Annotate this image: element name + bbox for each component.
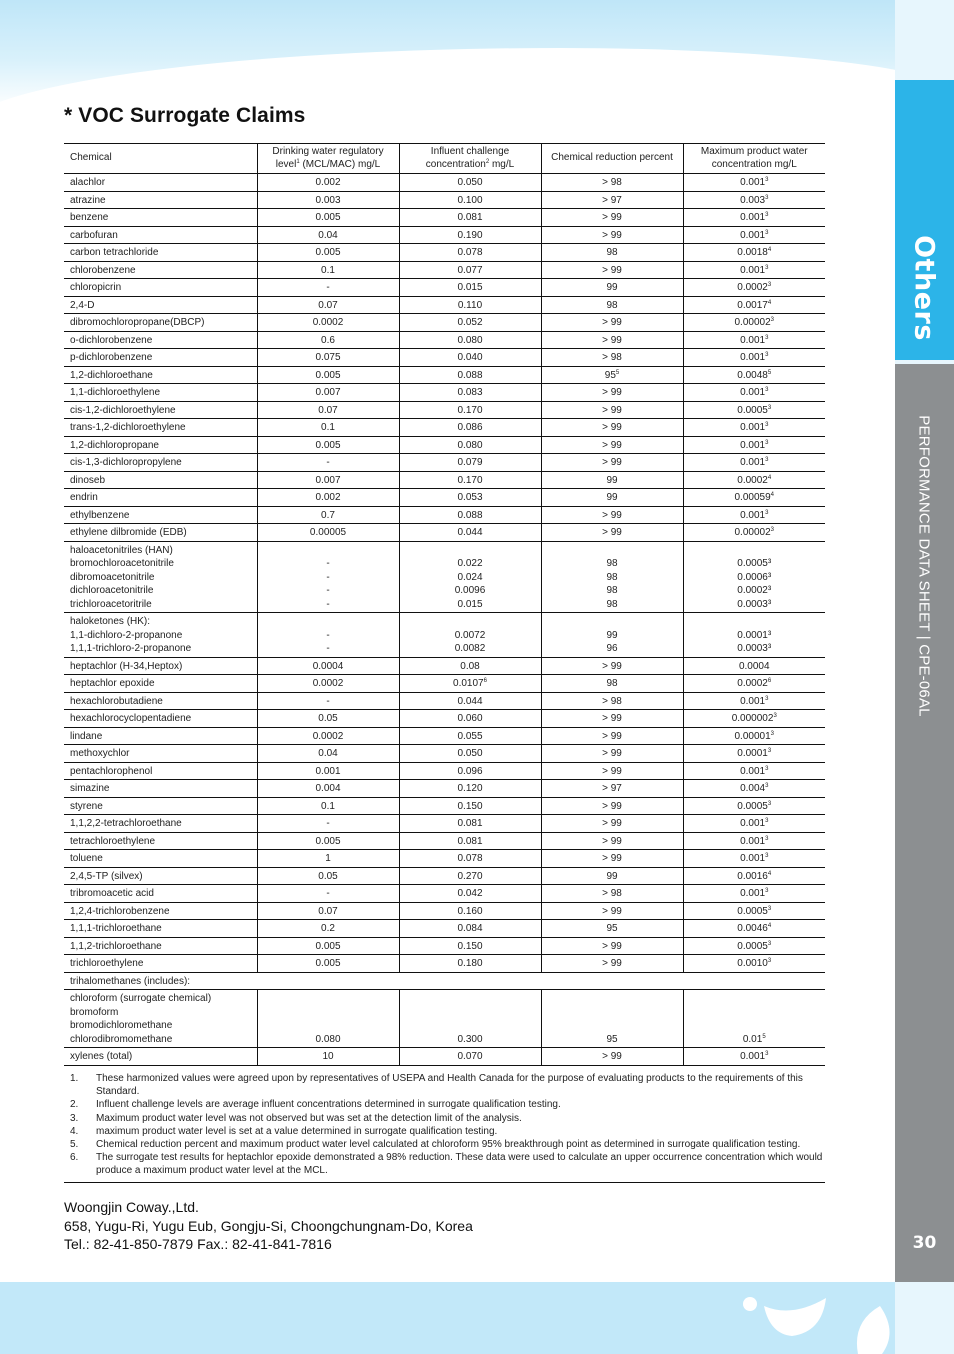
footnote	[64, 1098, 825, 1111]
cell-influent: 0.083	[399, 384, 541, 402]
cell-influent: 0.300	[399, 990, 541, 1048]
cell-reduction: > 99	[541, 226, 683, 244]
footnote-number: 4.	[70, 1125, 79, 1137]
cell-influent: 0.081	[399, 209, 541, 227]
table-row	[64, 972, 825, 990]
cell-max-product: 0.00002$^3$	[683, 524, 825, 542]
cell-influent: 0.044	[399, 692, 541, 710]
cell-max-product: 0.001$^3$	[683, 419, 825, 437]
table-row	[64, 937, 825, 955]
cell-influent: 0.050	[399, 174, 541, 192]
cell-max-product: 0.0005$^3$	[683, 902, 825, 920]
cell-influent: 0.080	[399, 331, 541, 349]
cell-max-product: 0.0048$^5$	[683, 366, 825, 384]
cell-max-product: 0.001$^3$	[683, 885, 825, 903]
footnote-number: 1.	[70, 1073, 79, 1084]
cell-chemical: dinoseb	[64, 471, 257, 489]
table-row	[64, 226, 825, 244]
cell-chemical: carbon tetrachloride	[64, 244, 257, 262]
header-influent-challenge: Influent challenge concentration$^2$ mg/L	[399, 144, 541, 174]
cell-reduction: 99 96	[541, 613, 683, 658]
cell-influent: 0.077	[399, 261, 541, 279]
cell-max-product: 0.001$^3$	[683, 174, 825, 192]
cell-max-product: 0.0046$^4$	[683, 920, 825, 938]
table-row	[64, 675, 825, 693]
voc-table	[64, 143, 825, 1066]
cell-regulatory-level: 0.005	[257, 209, 399, 227]
cell-chemical: trihalomethanes (includes):	[64, 972, 825, 990]
cell-influent: 0.088	[399, 366, 541, 384]
cell-chemical: lindane	[64, 727, 257, 745]
cell-reduction: > 99	[541, 1048, 683, 1066]
company-name: Woongjin Coway.,Ltd.	[64, 1199, 199, 1215]
cell-reduction: 95	[541, 990, 683, 1048]
cell-max-product: 0.001$^3$	[683, 815, 825, 833]
cell-reduction: > 99	[541, 657, 683, 675]
table-row	[64, 780, 825, 798]
table-row	[64, 209, 825, 227]
cell-chemical: ethylene dilbromide (EDB)	[64, 524, 257, 542]
cell-reduction: > 99	[541, 745, 683, 763]
header-reduction-percent: Chemical reduction percent	[541, 144, 683, 174]
footnote	[64, 1151, 825, 1177]
cell-regulatory-level: -	[257, 815, 399, 833]
cell-regulatory-level: 0.080	[257, 990, 399, 1048]
cell-chemical: alachlor	[64, 174, 257, 192]
cell-influent: 0.088	[399, 506, 541, 524]
cell-regulatory-level: 0.07	[257, 401, 399, 419]
table-row	[64, 797, 825, 815]
cell-reduction: > 99	[541, 762, 683, 780]
table-row	[64, 279, 825, 297]
cell-reduction: > 99	[541, 436, 683, 454]
cell-reduction: > 99	[541, 710, 683, 728]
cell-regulatory-level: 0.007	[257, 471, 399, 489]
table-row	[64, 832, 825, 850]
cell-influent: 0.081	[399, 832, 541, 850]
cell-regulatory-level: 0.002	[257, 489, 399, 507]
cell-regulatory-level: 0.6	[257, 331, 399, 349]
header-regulatory-level: Drinking water regulatory level$^1$ (MCL/MAC) mg/L	[257, 144, 399, 174]
cell-influent: 0.050	[399, 745, 541, 763]
cell-reduction: > 98	[541, 174, 683, 192]
cell-chemical: chloropicrin	[64, 279, 257, 297]
cell-chemical: xylenes (total)	[64, 1048, 257, 1066]
table-row	[64, 541, 825, 613]
cell-influent: 0.022 0.024 0.0096 0.015	[399, 541, 541, 613]
cell-max-product: 0.003$^3$	[683, 191, 825, 209]
cell-influent: 0.044	[399, 524, 541, 542]
footnote-number: 5.	[70, 1139, 79, 1151]
cell-max-product: 0.00001$^3$	[683, 727, 825, 745]
footnote-text: Chemical reduction percent and maximum product water level calculated at chloroform 95% breakthrough point as determined in surrogate qualification testing.	[96, 1139, 801, 1151]
cell-max-product: 0.0001³ 0.0003³	[683, 613, 825, 658]
cell-reduction: > 99	[541, 850, 683, 868]
cell-influent: 0.120	[399, 780, 541, 798]
footnote	[64, 1138, 825, 1151]
cell-chemical: endrin	[64, 489, 257, 507]
table-row	[64, 436, 825, 454]
side-doc-title: PERFORMANCE DATA SHEET | CPE-06AL	[915, 415, 933, 717]
table-row	[64, 710, 825, 728]
cell-max-product: 0.001$^3$	[683, 384, 825, 402]
table-row	[64, 745, 825, 763]
cell-regulatory-level: 0.005	[257, 436, 399, 454]
cell-regulatory-level: -	[257, 454, 399, 472]
cell-reduction: > 97	[541, 191, 683, 209]
cell-reduction: > 98	[541, 349, 683, 367]
cell-influent: 0.053	[399, 489, 541, 507]
cell-regulatory-level: 0.0004	[257, 657, 399, 675]
cell-max-product: 0.004$^3$	[683, 780, 825, 798]
cell-chemical: tetrachloroethylene	[64, 832, 257, 850]
cell-reduction: > 99	[541, 454, 683, 472]
cell-influent: 0.08	[399, 657, 541, 675]
footnotes	[64, 1072, 825, 1183]
cell-max-product: 0.001$^3$	[683, 850, 825, 868]
cell-max-product: 0.0018$^4$	[683, 244, 825, 262]
cell-regulatory-level: 0.005	[257, 832, 399, 850]
table-row	[64, 867, 825, 885]
cell-influent: 0.110	[399, 296, 541, 314]
table-row	[64, 1048, 825, 1066]
table-row	[64, 401, 825, 419]
cell-chemical: chlorobenzene	[64, 261, 257, 279]
cell-regulatory-level: 0.005	[257, 244, 399, 262]
cell-chemical: heptachlor epoxide	[64, 675, 257, 693]
table-row	[64, 419, 825, 437]
cell-chemical: pentachlorophenol	[64, 762, 257, 780]
cell-regulatory-level: 0.003	[257, 191, 399, 209]
cell-chemical: 1,1,2,2-tetrachloroethane	[64, 815, 257, 833]
cell-regulatory-level: 0.07	[257, 902, 399, 920]
cell-influent: 0.070	[399, 1048, 541, 1066]
cell-chemical: toluene	[64, 850, 257, 868]
footnote-number: 6.	[70, 1152, 79, 1164]
cell-chemical: 1,2-dichloroethane	[64, 366, 257, 384]
table-row	[64, 613, 825, 658]
table-row	[64, 990, 825, 1048]
cell-chemical: heptachlor (H-34,Heptox)	[64, 657, 257, 675]
cell-regulatory-level: 0.1	[257, 419, 399, 437]
cell-regulatory-level: 0.2	[257, 920, 399, 938]
cell-influent: 0.015	[399, 279, 541, 297]
cell-influent: 0.190	[399, 226, 541, 244]
cell-chemical: carbofuran	[64, 226, 257, 244]
cell-chemical: o-dichlorobenzene	[64, 331, 257, 349]
cell-influent: 0.170	[399, 471, 541, 489]
cell-max-product: 0.001$^3$	[683, 762, 825, 780]
cell-chemical: hexachlorocyclopentadiene	[64, 710, 257, 728]
cell-max-product: 0.001$^3$	[683, 261, 825, 279]
table-row	[64, 920, 825, 938]
cell-max-product: 0.0002$^4$	[683, 471, 825, 489]
cell-influent: 0.086	[399, 419, 541, 437]
table-row	[64, 261, 825, 279]
cell-max-product: 0.001$^3$	[683, 1048, 825, 1066]
cell-regulatory-level: 0.04	[257, 745, 399, 763]
cell-regulatory-level: 0.002	[257, 174, 399, 192]
cell-regulatory-level: 0.0002	[257, 314, 399, 332]
cell-reduction: > 99	[541, 955, 683, 973]
header-max-product-water: Maximum product water concentration mg/L	[683, 144, 825, 174]
cell-max-product: 0.000002$^3$	[683, 710, 825, 728]
cell-max-product: 0.00002$^3$	[683, 314, 825, 332]
cell-regulatory-level: 0.005	[257, 937, 399, 955]
cell-chemical: haloketones (HK): 1,1-dichloro-2-propanone 1,1,1-trichloro-2-propanone	[64, 613, 257, 658]
cell-reduction: > 99	[541, 209, 683, 227]
cell-chemical: 2,4-D	[64, 296, 257, 314]
cell-influent: 0.078	[399, 850, 541, 868]
table-row	[64, 524, 825, 542]
table-row	[64, 384, 825, 402]
cell-regulatory-level: 0.00005	[257, 524, 399, 542]
table-row	[64, 314, 825, 332]
cell-reduction: 95	[541, 920, 683, 938]
footnote-number: 3.	[70, 1112, 79, 1124]
cell-regulatory-level: 0.075	[257, 349, 399, 367]
cell-regulatory-level: 0.007	[257, 384, 399, 402]
table-row	[64, 692, 825, 710]
table-row	[64, 191, 825, 209]
cell-chemical: 1,1-dichloroethylene	[64, 384, 257, 402]
cell-regulatory-level: 0.1	[257, 797, 399, 815]
section-title: * VOC Surrogate Claims	[64, 104, 306, 127]
cell-max-product: 0.0017$^4$	[683, 296, 825, 314]
cell-max-product: 0.0005$^3$	[683, 937, 825, 955]
cell-reduction: $95^5$	[541, 366, 683, 384]
water-drops-decoration	[740, 1288, 895, 1354]
cell-max-product: 0.001$^3$	[683, 226, 825, 244]
cell-influent: 0.100	[399, 191, 541, 209]
cell-reduction: > 98	[541, 885, 683, 903]
cell-chemical: atrazine	[64, 191, 257, 209]
cell-max-product: 0.001$^3$	[683, 209, 825, 227]
table-row	[64, 506, 825, 524]
cell-max-product: 0.001$^3$	[683, 331, 825, 349]
cell-influent: 0.052	[399, 314, 541, 332]
table-row	[64, 331, 825, 349]
cell-reduction: 98	[541, 296, 683, 314]
cell-reduction: 98	[541, 675, 683, 693]
cell-chemical: 1,2-dichloropropane	[64, 436, 257, 454]
cell-reduction: > 99	[541, 261, 683, 279]
cell-chemical: 1,2,4-trichlorobenzene	[64, 902, 257, 920]
cell-max-product: 0.01$^5$	[683, 990, 825, 1048]
cell-regulatory-level: 0.0002	[257, 675, 399, 693]
cell-regulatory-level: 0.07	[257, 296, 399, 314]
cell-reduction: > 99	[541, 419, 683, 437]
cell-influent: 0.096	[399, 762, 541, 780]
footnote-text: These harmonized values were agreed upon by representatives of USEPA and Health Canada for the purpose of evaluating products to the requirements of this Standard.	[96, 1073, 803, 1098]
cell-regulatory-level: 0.05	[257, 867, 399, 885]
cell-chemical: 2,4,5-TP (silvex)	[64, 867, 257, 885]
cell-reduction: > 99	[541, 937, 683, 955]
table-row	[64, 885, 825, 903]
table-row	[64, 244, 825, 262]
cell-influent: 0.040	[399, 349, 541, 367]
cell-influent: 0.060	[399, 710, 541, 728]
cell-reduction: > 99	[541, 902, 683, 920]
cell-chemical: haloacetonitriles (HAN) bromochloroacetonitrile dibromoacetonitrile dichloroacetonitrile trichloroacetoritrile	[64, 541, 257, 613]
cell-max-product: 0.0010$^3$	[683, 955, 825, 973]
cell-influent: 0.180	[399, 955, 541, 973]
table-row	[64, 489, 825, 507]
cell-reduction: > 99	[541, 384, 683, 402]
cell-max-product: 0.001$^3$	[683, 436, 825, 454]
cell-chemical: chloroform (surrogate chemical) bromoform bromodichloromethane chlorodibromomethane	[64, 990, 257, 1048]
cell-regulatory-level: 0.0002	[257, 727, 399, 745]
cell-regulatory-level: - -	[257, 613, 399, 658]
cell-reduction: 99	[541, 471, 683, 489]
cell-regulatory-level: 0.7	[257, 506, 399, 524]
cell-max-product: 0.0004	[683, 657, 825, 675]
table-row	[64, 349, 825, 367]
cell-chemical: cis-1,2-dichloroethylene	[64, 401, 257, 419]
cell-reduction: 98	[541, 244, 683, 262]
side-category-label: Others	[908, 235, 940, 341]
cell-regulatory-level: - - - -	[257, 541, 399, 613]
footnote-text: maximum product water level is set at a value determined in surrogate qualification testing.	[96, 1125, 498, 1137]
cell-regulatory-level: -	[257, 279, 399, 297]
cell-reduction: > 99	[541, 727, 683, 745]
company-info	[64, 1198, 473, 1254]
table-row	[64, 762, 825, 780]
cell-reduction: > 98	[541, 692, 683, 710]
cell-influent: 0.170	[399, 401, 541, 419]
table-row	[64, 471, 825, 489]
cell-influent: 0.078	[399, 244, 541, 262]
footnote	[64, 1125, 825, 1138]
cell-chemical: 1,1,2-trichloroethane	[64, 937, 257, 955]
footnote-text: The surrogate test results for heptachlor epoxide demonstrated a 98% reduction. These data were used to calculate an upper occurrence concentration which would produce a maximum product water level at the MCL.	[96, 1152, 823, 1177]
cell-influent: 0.079	[399, 454, 541, 472]
footnote	[64, 1112, 825, 1125]
cell-max-product: 0.0002$^3$	[683, 279, 825, 297]
table-row	[64, 850, 825, 868]
cell-chemical: methoxychlor	[64, 745, 257, 763]
cell-chemical: styrene	[64, 797, 257, 815]
cell-regulatory-level: 0.001	[257, 762, 399, 780]
table-row	[64, 955, 825, 973]
table-row	[64, 815, 825, 833]
cell-influent: 0.150	[399, 937, 541, 955]
cell-chemical: tribromoacetic acid	[64, 885, 257, 903]
company-address: 658, Yugu-Ri, Yugu Eub, Gongju-Si, Choongchungnam-Do, Korea	[64, 1217, 473, 1234]
cell-chemical: benzene	[64, 209, 257, 227]
cell-regulatory-level: 0.004	[257, 780, 399, 798]
cell-max-product: 0.001$^3$	[683, 692, 825, 710]
cell-max-product: 0.001$^3$	[683, 454, 825, 472]
cell-chemical: p-dichlorobenzene	[64, 349, 257, 367]
cell-max-product: 0.0005$^3$	[683, 401, 825, 419]
cell-reduction: > 99	[541, 331, 683, 349]
table-row	[64, 454, 825, 472]
cell-regulatory-level: 10	[257, 1048, 399, 1066]
footnote-text: Maximum product water level was not observed but was set at the detection limit of the analysis.	[96, 1112, 522, 1124]
table-header-row	[64, 144, 825, 174]
cell-influent: 0.081	[399, 815, 541, 833]
footnote-text: Influent challenge levels are average influent concentrations determined in surrogate qualification testing.	[96, 1099, 561, 1111]
footnote	[64, 1072, 825, 1098]
cell-regulatory-level: 0.005	[257, 955, 399, 973]
cell-regulatory-level: 0.05	[257, 710, 399, 728]
cell-chemical: ethylbenzene	[64, 506, 257, 524]
cell-reduction: > 99	[541, 832, 683, 850]
cell-chemical: hexachlorobutadiene	[64, 692, 257, 710]
cell-max-product: 0.001$^3$	[683, 506, 825, 524]
cell-reduction: > 99	[541, 797, 683, 815]
cell-influent: 0.042	[399, 885, 541, 903]
header-chemical: Chemical	[64, 144, 257, 174]
cell-chemical: simazine	[64, 780, 257, 798]
cell-chemical: cis-1,3-dichloropropylene	[64, 454, 257, 472]
cell-reduction: > 99	[541, 524, 683, 542]
cell-reduction: 99	[541, 279, 683, 297]
company-phone: Tel.: 82-41-850-7879 Fax.: 82-41-841-7816	[64, 1236, 332, 1252]
cell-chemical: dibromochloropropane(DBCP)	[64, 314, 257, 332]
cell-influent: 0.270	[399, 867, 541, 885]
cell-reduction: > 99	[541, 401, 683, 419]
cell-influent: 0.160	[399, 902, 541, 920]
cell-reduction: > 99	[541, 815, 683, 833]
cell-influent: 0.084	[399, 920, 541, 938]
cell-max-product: 0.0001$^3$	[683, 745, 825, 763]
cell-regulatory-level: 0.1	[257, 261, 399, 279]
cell-reduction: 99	[541, 489, 683, 507]
cell-influent: 0.0072 0.0082	[399, 613, 541, 658]
cell-max-product: 0.001$^3$	[683, 349, 825, 367]
cell-influent: 0.080	[399, 436, 541, 454]
cell-chemical: trichloroethylene	[64, 955, 257, 973]
table-row	[64, 657, 825, 675]
cell-regulatory-level: 0.04	[257, 226, 399, 244]
cell-chemical: trans-1,2-dichloroethylene	[64, 419, 257, 437]
cell-max-product: 0.0005³ 0.0006³ 0.0002³ 0.0003³	[683, 541, 825, 613]
cell-max-product: 0.00059$^4$	[683, 489, 825, 507]
table-row	[64, 174, 825, 192]
page-number: 30	[912, 1233, 937, 1253]
cell-max-product: 0.0016$^4$	[683, 867, 825, 885]
cell-max-product: 0.0002$^6$	[683, 675, 825, 693]
cell-reduction: 98 98 98 98	[541, 541, 683, 613]
table-row	[64, 902, 825, 920]
cell-reduction: > 99	[541, 314, 683, 332]
table-row	[64, 366, 825, 384]
cell-regulatory-level: -	[257, 692, 399, 710]
cell-chemical: 1,1,1-trichloroethane	[64, 920, 257, 938]
cell-reduction: > 97	[541, 780, 683, 798]
cell-influent: 0.0107$^6$	[399, 675, 541, 693]
cell-regulatory-level: 1	[257, 850, 399, 868]
table-row	[64, 296, 825, 314]
cell-influent: 0.150	[399, 797, 541, 815]
cell-regulatory-level: -	[257, 885, 399, 903]
cell-influent: 0.055	[399, 727, 541, 745]
footnote-number: 2.	[70, 1099, 79, 1111]
cell-reduction: > 99	[541, 506, 683, 524]
cell-max-product: 0.0005$^3$	[683, 797, 825, 815]
cell-reduction: 99	[541, 867, 683, 885]
table-row	[64, 727, 825, 745]
cell-max-product: 0.001$^3$	[683, 832, 825, 850]
cell-regulatory-level: 0.005	[257, 366, 399, 384]
